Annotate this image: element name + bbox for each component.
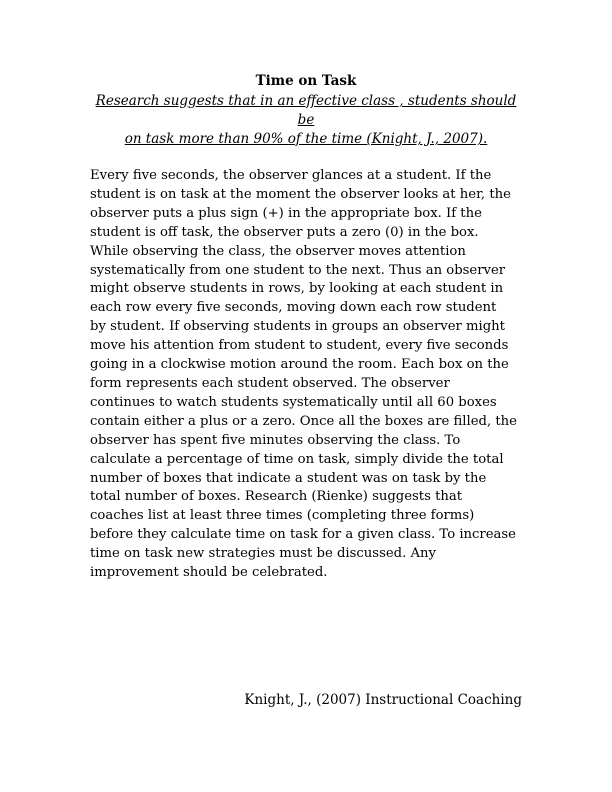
body-line: While observing the class, the observer moves attention xyxy=(90,243,466,259)
body-line: observer has spent five minutes observing the class. To xyxy=(90,432,461,448)
body-line: by student. If observing students in groups an observer might xyxy=(90,319,505,335)
body-line: number of boxes that indicate a student was on task by the xyxy=(90,470,487,486)
body-line: contain either a plus or a zero. Once all the boxes are filled, the xyxy=(90,413,517,429)
body-line: student is off task, the observer puts a zero (0) in the box. xyxy=(90,224,479,240)
body-line: total number of boxes. Research (Rienke) suggests that xyxy=(90,489,463,505)
body-line: Every five seconds, the observer glances at a student. If the xyxy=(90,168,492,183)
body-line: observer puts a plus sign (+) in the appropriate box. If the xyxy=(90,205,482,221)
body-line: continues to watch students systematically until all 60 boxes xyxy=(90,394,497,410)
subtitle-line: Research suggests that in an effective class , students should be xyxy=(95,93,517,128)
page-title: Time on Task xyxy=(255,73,357,89)
citation: Knight, J., (2007) Instructional Coaching xyxy=(244,692,522,708)
body-line: might observe students in rows, by looking at each student in xyxy=(90,281,504,297)
body-line: student is on task at the moment the observer looks at her, the xyxy=(90,186,511,202)
body-line: going in a clockwise motion around the room. Each box on the xyxy=(90,357,509,373)
body-line: coaches list at least three times (completing three forms) xyxy=(90,508,475,524)
subtitle-line: on task more than 90% of the time (Knight, J., 2007). xyxy=(124,131,488,147)
body-line: each row every five seconds, moving down each row student xyxy=(90,300,497,316)
research-subtitle xyxy=(90,92,522,149)
body-line: form represents each student observed. The observer xyxy=(90,375,450,391)
body-line: improvement should be celebrated. xyxy=(90,565,328,581)
body-line: systematically from one student to the next. Thus an observer xyxy=(90,262,506,278)
body-paragraph xyxy=(90,167,522,583)
body-line: calculate a percentage of time on task, simply divide the total xyxy=(90,451,504,467)
body-line: before they calculate time on task for a given class. To increase xyxy=(90,527,516,543)
body-line: time on task new strategies must be discussed. Any xyxy=(90,546,436,562)
body-line: move his attention from student to student, every five seconds xyxy=(90,338,509,354)
